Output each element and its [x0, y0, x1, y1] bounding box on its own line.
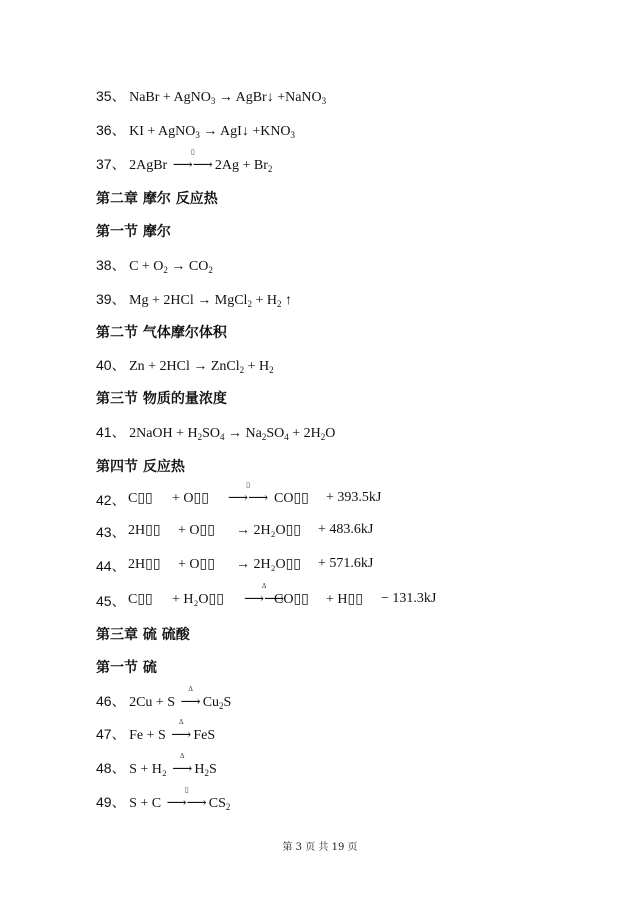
equation-number: 38、	[96, 257, 126, 273]
eq-sub: 2	[197, 432, 203, 442]
equation-number: 49、	[96, 794, 126, 810]
equation-36	[96, 120, 295, 140]
eq-term: + 393.5kJ	[326, 490, 382, 505]
equation-number: 47、	[96, 726, 126, 742]
section-heading: 第二节 气体摩尔体积	[96, 325, 227, 341]
eq-text: + H	[251, 293, 277, 308]
condition-label: Δ	[188, 685, 193, 693]
eq-text: S + C	[129, 796, 165, 811]
eq-term: 2H▯▯	[128, 557, 161, 572]
equation-number: 37、	[96, 156, 126, 172]
eq-text: KI + AgNO	[129, 124, 196, 139]
eq-sub: 2	[239, 365, 245, 375]
page-footer: 第 3 页 共 19 页	[282, 842, 358, 853]
eq-text: → Na	[224, 426, 262, 441]
reaction-arrow-icon: ▯ ⟶⟶	[228, 481, 269, 506]
eq-term: + O▯▯	[172, 491, 209, 506]
eq-term: + H₂O▯▯	[172, 592, 224, 607]
equation-48	[96, 752, 217, 778]
eq-text: NaBr + AgNO	[129, 90, 211, 105]
eq-sub: 2	[219, 701, 224, 711]
eq-sub: 2	[208, 265, 213, 275]
reaction-arrow-icon: Δ ⟶	[180, 685, 201, 710]
eq-term: + 483.6kJ	[318, 522, 374, 537]
section-heading: 第一节 硫	[96, 660, 157, 676]
eq-text: SO	[266, 426, 285, 441]
equation-number: 45、	[96, 593, 126, 609]
equation-number: 39、	[96, 291, 126, 307]
eq-term: CO▯▯	[274, 491, 309, 506]
section-heading: 第一节 摩尔	[96, 224, 171, 240]
eq-term: CO▯▯	[274, 592, 309, 607]
eq-text: S	[208, 762, 217, 777]
eq-sub: 2	[247, 299, 252, 309]
eq-sub: 2	[269, 365, 274, 375]
eq-term: + H▯▯	[326, 592, 363, 607]
condition-label: Δ	[261, 582, 267, 590]
equation-43	[96, 522, 374, 542]
eq-text: Cu	[202, 695, 220, 710]
eq-text: ↑	[281, 293, 292, 308]
eq-sub: 2	[261, 432, 267, 442]
equation-42	[96, 481, 382, 510]
eq-term: 2H▯▯	[128, 523, 161, 538]
equation-number: 41、	[96, 424, 126, 440]
equation-38	[96, 255, 213, 275]
section-heading: 第四节 反应热	[96, 459, 185, 475]
reaction-arrow-icon: ▯ ⟶⟶	[172, 148, 213, 173]
eq-term: C▯▯	[128, 491, 153, 506]
condition-label: ▯	[246, 481, 250, 489]
equation-47	[96, 718, 216, 744]
equation-number: 43、	[96, 524, 126, 540]
eq-text: H	[194, 762, 205, 777]
eq-term: + O▯▯	[178, 557, 215, 572]
eq-text: 2Ag + Br	[214, 158, 268, 173]
eq-text: + 2H	[288, 426, 321, 441]
chapter-heading: 第三章 硫 硫酸	[96, 627, 190, 643]
condition-label: ▯	[190, 148, 195, 156]
equation-49	[96, 786, 231, 812]
eq-text: FeS	[193, 728, 216, 743]
eq-text: SO	[202, 426, 221, 441]
eq-term: + 571.6kJ	[318, 556, 374, 571]
eq-text: 2Cu + S	[129, 695, 179, 710]
equation-number: 48、	[96, 760, 126, 776]
eq-sub: 2	[320, 432, 326, 442]
equation-number: 42、	[96, 492, 126, 508]
equation-46	[96, 685, 232, 711]
eq-text: O	[325, 426, 336, 441]
eq-text: → AgI↓ +KNO	[199, 124, 291, 139]
eq-sub: 4	[220, 432, 225, 442]
eq-text: → CO	[167, 259, 209, 274]
equation-41	[96, 422, 335, 442]
equation-number: 44、	[96, 558, 126, 574]
eq-term: + O▯▯	[178, 523, 215, 538]
eq-text: Zn + 2HCl → ZnCl	[129, 359, 240, 374]
eq-term: − 131.3kJ	[381, 591, 437, 606]
equation-45	[96, 582, 437, 611]
eq-text: 2NaOH + H	[129, 426, 198, 441]
eq-term: → 2H₂O▯▯	[236, 557, 302, 572]
eq-sub: 4	[284, 432, 289, 442]
reaction-arrow-icon: Δ ⟶	[172, 752, 193, 777]
equation-35	[96, 86, 326, 106]
section-heading: 第三节 物质的量浓度	[96, 391, 227, 407]
condition-label: Δ	[180, 752, 185, 760]
eq-sub: 3	[195, 130, 200, 140]
eq-sub: 3	[210, 96, 216, 106]
eq-term: → 2H₂O▯▯	[236, 523, 302, 538]
chapter-heading: 第二章 摩尔 反应热	[96, 191, 218, 207]
equation-40	[96, 355, 274, 375]
equation-number: 36、	[96, 122, 126, 138]
equation-44	[96, 556, 374, 576]
eq-text: S + H₂	[129, 762, 171, 777]
equation-number: 40、	[96, 357, 126, 373]
equation-number: 35、	[96, 88, 126, 104]
condition-label: ▯	[184, 786, 189, 794]
equation-37	[96, 148, 273, 174]
eq-sub: 3	[321, 96, 327, 106]
eq-sub: 2	[204, 768, 209, 778]
eq-text: Mg + 2HCl → MgCl	[129, 293, 248, 308]
reaction-arrow-icon: ▯ ⟶⟶	[166, 786, 207, 811]
eq-text: 2AgBr	[129, 158, 171, 173]
eq-sub: 2	[163, 265, 168, 275]
reaction-arrow-icon: Δ ⟶⟶	[244, 582, 285, 607]
eq-text: + H	[244, 359, 270, 374]
eq-sub: 2	[225, 802, 231, 812]
eq-text: Fe + S	[129, 728, 170, 743]
eq-text: CS	[208, 796, 226, 811]
eq-term: C▯▯	[128, 592, 153, 607]
eq-text: S	[223, 695, 232, 710]
eq-text: C + O	[129, 259, 164, 274]
eq-text: → AgBr↓ +NaNO	[215, 90, 322, 105]
eq-sub: 3	[290, 130, 296, 140]
equation-number: 46、	[96, 693, 126, 709]
reaction-arrow-icon: Δ ⟶	[171, 718, 192, 743]
equation-39	[96, 289, 292, 309]
condition-label: Δ	[179, 718, 184, 726]
eq-sub: 2	[276, 299, 282, 309]
eq-sub: 2	[267, 164, 273, 174]
